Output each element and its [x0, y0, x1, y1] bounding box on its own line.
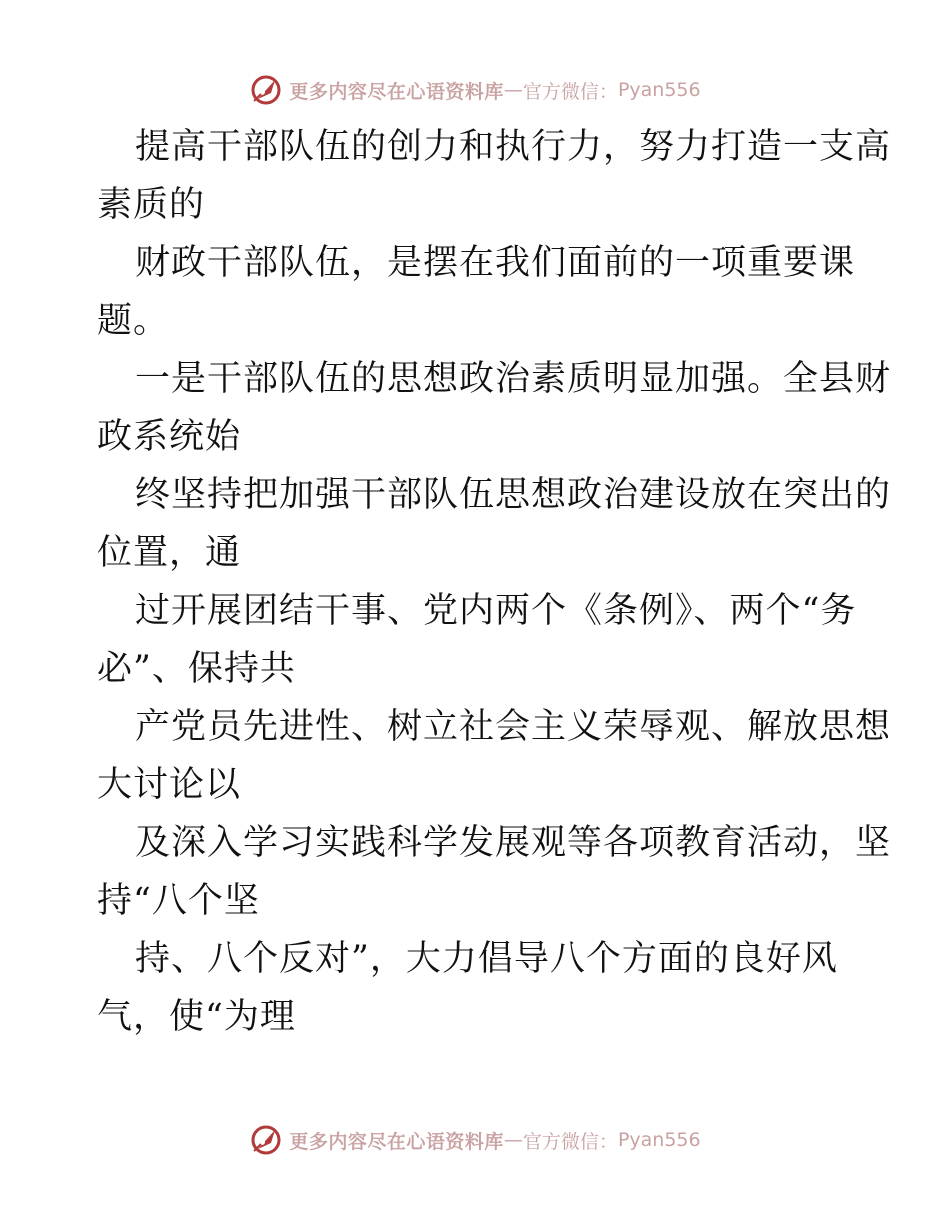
text-line: 题。 — [97, 301, 170, 341]
text-line: 提高干部队伍的创力和执行力，努力打造一支高 — [135, 127, 892, 167]
text-line: 必”、保持共 — [97, 649, 296, 689]
text-line: 位置，通 — [97, 533, 242, 573]
header-banner — [0, 70, 950, 110]
footer-separator: — — [503, 1129, 523, 1151]
text-line: 持、八个反对”，大力倡导八个方面的良好风 — [135, 939, 838, 979]
footer-banner — [0, 1120, 950, 1160]
text-line: 一是干部队伍的思想政治素质明显加强。全县财 — [135, 359, 892, 399]
header-separator: — — [503, 79, 523, 101]
footer-site-name: 更多内容尽在心语资料库 — [289, 1130, 504, 1153]
text-line: 大讨论以 — [97, 765, 242, 805]
document-body — [97, 118, 892, 1046]
text-line: 气，使“为理 — [97, 997, 296, 1037]
footer-wechat-id: Pyan556 — [617, 1129, 701, 1151]
text-line: 财政干部队伍，是摆在我们面前的一项重要课 — [135, 243, 856, 283]
header-site-name: 更多内容尽在心语资料库 — [289, 80, 504, 103]
header-wechat-label: 官方微信： — [522, 80, 618, 103]
quill-logo-icon — [249, 73, 283, 107]
text-line: 终坚持把加强干部队伍思想政治建设放在突出的 — [135, 475, 892, 515]
text-line: 政系统始 — [97, 417, 242, 457]
text-line: 及深入学习实践科学发展观等各项教育活动，坚 — [135, 823, 892, 863]
text-line: 产党员先进性、树立社会主义荣辱观、解放思想 — [135, 707, 892, 747]
header-wechat-id: Pyan556 — [617, 79, 701, 101]
text-line: 持“八个坚 — [97, 881, 260, 921]
text-line: 过开展团结干事、党内两个《条例》、两个“务 — [135, 591, 857, 631]
footer-wechat-label: 官方微信： — [522, 1130, 618, 1153]
text-line: 素质的 — [97, 185, 206, 225]
quill-logo-icon — [249, 1123, 283, 1157]
